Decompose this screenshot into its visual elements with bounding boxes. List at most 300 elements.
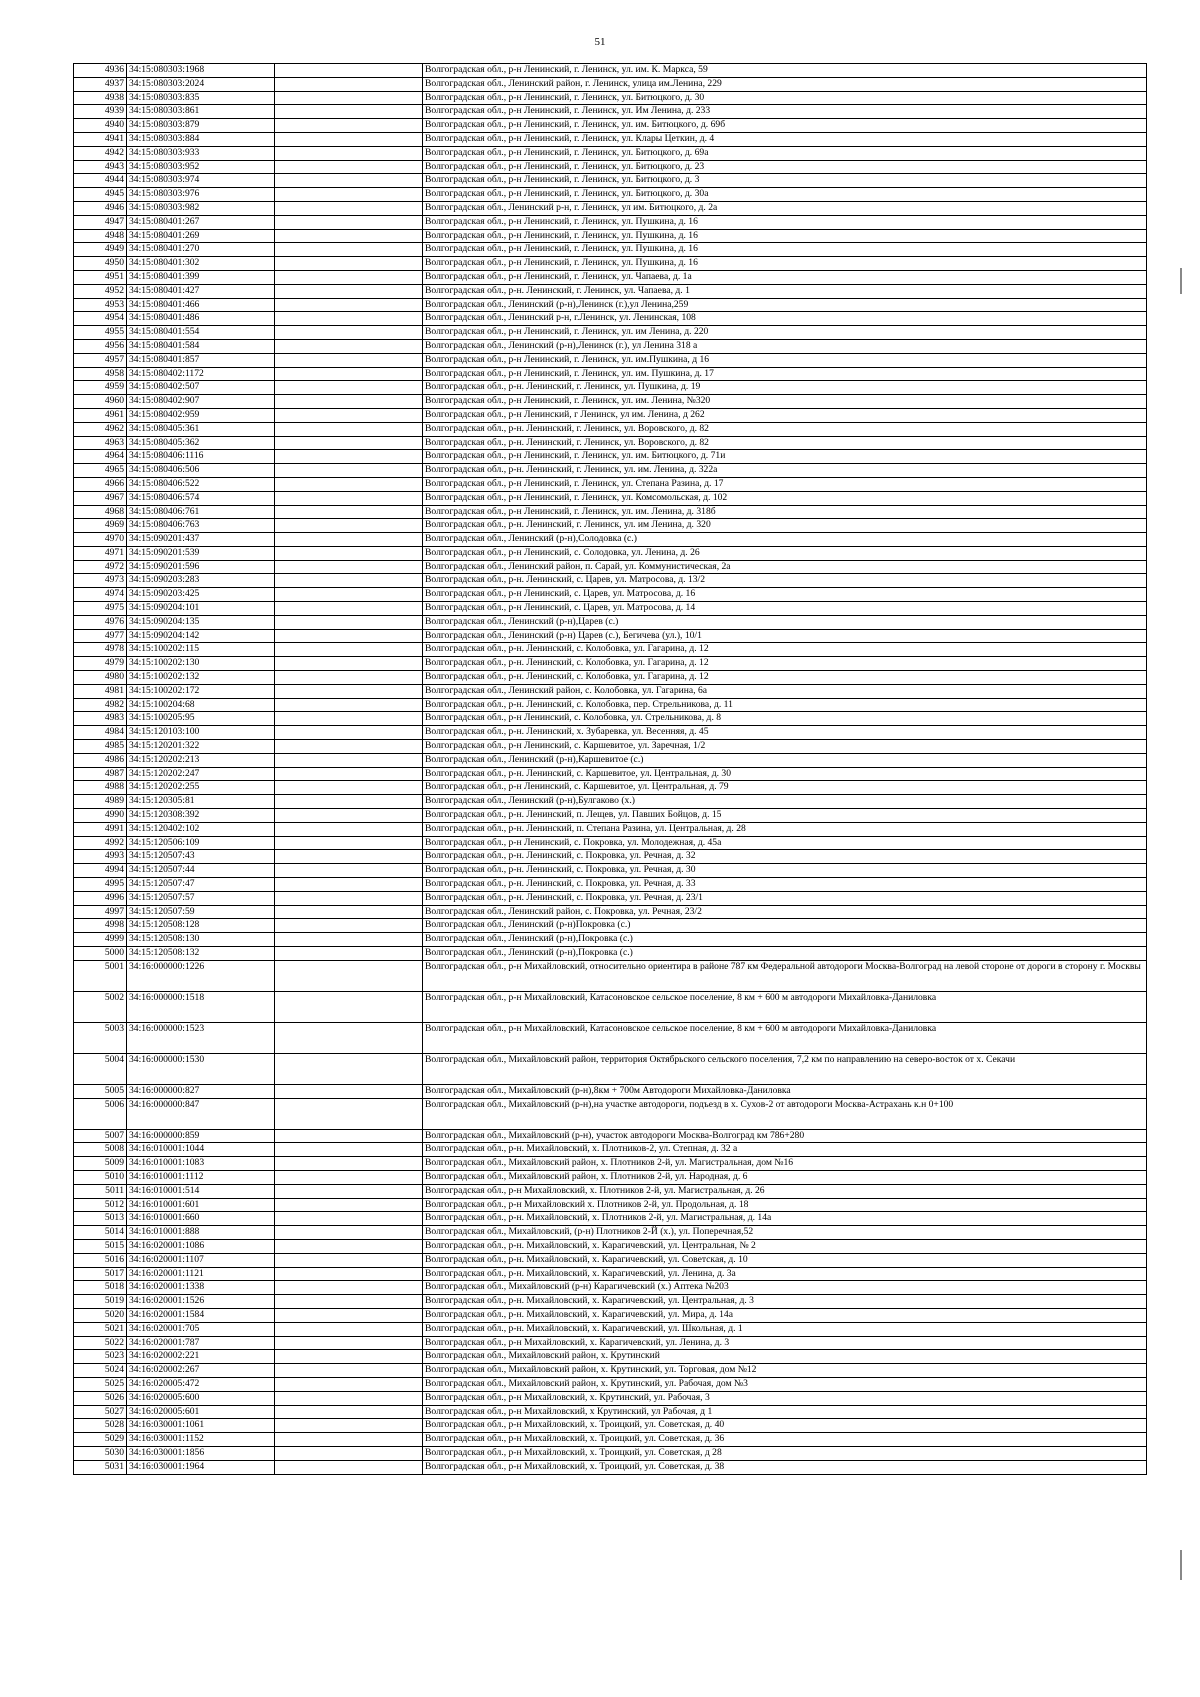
cadastral-number: 34:15:100204:68	[127, 698, 275, 712]
cadastral-number: 34:16:020001:1338	[127, 1281, 275, 1295]
table-row	[74, 615, 1147, 629]
address: Волгоградская обл., р-н Михайловский, Катасоновское сельское поселение, 8 км + 600 м автодороги Михайловка-Даниловка	[423, 1022, 1147, 1053]
empty-cell	[275, 919, 423, 933]
empty-cell	[275, 753, 423, 767]
table-row	[74, 395, 1147, 409]
cadastral-number: 34:15:080406:506	[127, 464, 275, 478]
empty-cell	[275, 91, 423, 105]
row-number: 5003	[74, 1022, 127, 1053]
empty-cell	[275, 1405, 423, 1419]
cadastral-number: 34:15:080303:982	[127, 201, 275, 215]
cadastral-number: 34:15:080402:959	[127, 408, 275, 422]
address: Волгоградская обл., р-н. Ленинский, с. Каршевитое, ул. Центральная, д. 30	[423, 767, 1147, 781]
row-number: 5011	[74, 1184, 127, 1198]
row-number: 4961	[74, 408, 127, 422]
row-number: 4998	[74, 919, 127, 933]
address: Волгоградская обл., р-н. Ленинский, г. Ленинск, ул. им. Ленина, д. 322а	[423, 464, 1147, 478]
address: Волгоградская обл., р-н. Ленинский, с. Колобовка, ул. Гагарина, д. 12	[423, 671, 1147, 685]
empty-cell	[275, 450, 423, 464]
row-number: 5005	[74, 1084, 127, 1098]
row-number: 4968	[74, 505, 127, 519]
row-number: 5010	[74, 1170, 127, 1184]
cadastral-number: 34:15:080303:835	[127, 91, 275, 105]
row-number: 5024	[74, 1364, 127, 1378]
empty-cell	[275, 1157, 423, 1171]
table-row	[74, 850, 1147, 864]
address: Волгоградская обл., р-н. Ленинский, п. Степана Разина, ул. Центральная, д. 28	[423, 822, 1147, 836]
row-number: 4985	[74, 740, 127, 754]
address: Волгоградская обл., р-н Ленинский, г. Ленинск, ул. Битюцкого, д. 30а	[423, 188, 1147, 202]
empty-cell	[275, 298, 423, 312]
row-number: 5027	[74, 1405, 127, 1419]
table-row	[74, 1336, 1147, 1350]
address: Волгоградская обл., р-н Ленинский, с. Царев, ул. Матросова, д. 16	[423, 588, 1147, 602]
margin-scan-mark	[1180, 268, 1182, 294]
cadastral-number: 34:15:080402:907	[127, 395, 275, 409]
empty-cell	[275, 270, 423, 284]
cadastral-number: 34:15:090203:425	[127, 588, 275, 602]
address: Волгоградская обл., р-н. Михайловский, х. Плотников 2-й, ул. Магистральная, д. 14а	[423, 1212, 1147, 1226]
address: Волгоградская обл., Ленинский район, п. Сарай, ул. Коммунистическая, 2а	[423, 560, 1147, 574]
empty-cell	[275, 395, 423, 409]
cadastral-number: 34:15:080401:466	[127, 298, 275, 312]
empty-cell	[275, 77, 423, 91]
table-row	[74, 477, 1147, 491]
address: Волгоградская обл., р-н Михайловский, х. Карагичевский, ул. Ленина, д. 3	[423, 1336, 1147, 1350]
empty-cell	[275, 257, 423, 271]
empty-cell	[275, 740, 423, 754]
address: Волгоградская обл., Михайловский район, х. Плотников 2-й, ул. Народная, д. 6	[423, 1170, 1147, 1184]
cadastral-number: 34:15:120507:47	[127, 878, 275, 892]
empty-cell	[275, 684, 423, 698]
cadastral-number: 34:16:030001:1856	[127, 1446, 275, 1460]
cadastral-number: 34:16:010001:1112	[127, 1170, 275, 1184]
cadastral-number: 34:15:090204:135	[127, 615, 275, 629]
table-row	[74, 353, 1147, 367]
table-row	[74, 298, 1147, 312]
address: Волгоградская обл., Михайловский (р-н),на участке автодороги, подъезд в х. Сухов-2 от автодороги Москва-Астрахань к.н 0+100	[423, 1098, 1147, 1129]
cadastral-number: 34:15:080401:270	[127, 243, 275, 257]
empty-cell	[275, 1350, 423, 1364]
cadastral-number: 34:16:020001:1086	[127, 1239, 275, 1253]
table-row	[74, 119, 1147, 133]
empty-cell	[275, 546, 423, 560]
row-number: 4956	[74, 339, 127, 353]
row-number: 4944	[74, 174, 127, 188]
empty-cell	[275, 505, 423, 519]
cadastral-number: 34:15:080401:269	[127, 229, 275, 243]
cadastral-number: 34:15:120507:44	[127, 864, 275, 878]
cadastral-number: 34:15:080303:879	[127, 119, 275, 133]
empty-cell	[275, 1419, 423, 1433]
empty-cell	[275, 339, 423, 353]
row-number: 4987	[74, 767, 127, 781]
table-row	[74, 1377, 1147, 1391]
row-number: 4999	[74, 933, 127, 947]
table-row	[74, 1350, 1147, 1364]
empty-cell	[275, 671, 423, 685]
address: Волгоградская обл., р-н Ленинский, г. Ленинск, ул. Чапаева, д. 1а	[423, 270, 1147, 284]
table-row	[74, 229, 1147, 243]
row-number: 4970	[74, 533, 127, 547]
row-number: 4996	[74, 891, 127, 905]
table-row	[74, 1212, 1147, 1226]
cadastral-number: 34:16:020001:1584	[127, 1308, 275, 1322]
row-number: 4964	[74, 450, 127, 464]
row-number: 4940	[74, 119, 127, 133]
table-row	[74, 891, 1147, 905]
cadastral-number: 34:15:080303:1968	[127, 64, 275, 78]
empty-cell	[275, 381, 423, 395]
cadastral-number: 34:15:100202:172	[127, 684, 275, 698]
empty-cell	[275, 146, 423, 160]
cadastral-number: 34:15:090203:283	[127, 574, 275, 588]
empty-cell	[275, 864, 423, 878]
empty-cell	[275, 64, 423, 78]
empty-cell	[275, 1198, 423, 1212]
cadastral-number: 34:15:090204:101	[127, 602, 275, 616]
empty-cell	[275, 698, 423, 712]
row-number: 4975	[74, 602, 127, 616]
cadastral-number: 34:15:100202:115	[127, 643, 275, 657]
row-number: 4982	[74, 698, 127, 712]
table-row	[74, 215, 1147, 229]
address: Волгоградская обл., р-н Ленинский, г. Ленинск, ул. Пушкина, д. 16	[423, 229, 1147, 243]
margin-scan-mark	[1180, 1550, 1182, 1580]
cadastral-number: 34:15:090204:142	[127, 629, 275, 643]
table-row	[74, 767, 1147, 781]
cadastral-number: 34:16:000000:1226	[127, 960, 275, 991]
empty-cell	[275, 132, 423, 146]
row-number: 5025	[74, 1377, 127, 1391]
table-row	[74, 809, 1147, 823]
empty-cell	[275, 1267, 423, 1281]
address: Волгоградская обл., Михайловский (р-н), участок автодороги Москва-Волгоград км 786+280	[423, 1129, 1147, 1143]
address: Волгоградская обл., Ленинский район, с. Колобовка, ул. Гагарина, 6а	[423, 684, 1147, 698]
row-number: 4945	[74, 188, 127, 202]
empty-cell	[275, 836, 423, 850]
address: Волгоградская обл., р-н. Ленинский, с. Покровка, ул. Речная, д. 33	[423, 878, 1147, 892]
row-number: 4971	[74, 546, 127, 560]
row-number: 4973	[74, 574, 127, 588]
table-row	[74, 1198, 1147, 1212]
table-row	[74, 574, 1147, 588]
cadastral-number: 34:16:020001:1526	[127, 1295, 275, 1309]
table-row	[74, 1184, 1147, 1198]
empty-cell	[275, 822, 423, 836]
address: Волгоградская обл., р-н Ленинский, г. Ленинск, ул. им Ленина, д. 220	[423, 326, 1147, 340]
cadastral-number: 34:15:090201:437	[127, 533, 275, 547]
table-row	[74, 1098, 1147, 1129]
row-number: 5004	[74, 1053, 127, 1084]
address: Волгоградская обл., р-н Ленинский, г. Ленинск, ул. Битюцкого, д. 69а	[423, 146, 1147, 160]
page-number: 51	[594, 36, 606, 48]
row-number: 5002	[74, 991, 127, 1022]
address: Волгоградская обл., р-н. Ленинский, с. Покровка, ул. Речная, д. 23/1	[423, 891, 1147, 905]
address: Волгоградская обл., Михайловский (р-н) Карагичевский (х.) Аптека №203	[423, 1281, 1147, 1295]
row-number: 4983	[74, 712, 127, 726]
table-row	[74, 312, 1147, 326]
empty-cell	[275, 229, 423, 243]
cadastral-number: 34:16:020001:1121	[127, 1267, 275, 1281]
row-number: 4980	[74, 671, 127, 685]
cadastral-number: 34:16:000000:1518	[127, 991, 275, 1022]
empty-cell	[275, 174, 423, 188]
empty-cell	[275, 781, 423, 795]
empty-cell	[275, 1253, 423, 1267]
empty-cell	[275, 353, 423, 367]
cadastral-number: 34:15:080405:361	[127, 422, 275, 436]
address: Волгоградская обл., р-н Ленинский, г. Ленинск, ул. им. Ленина, №320	[423, 395, 1147, 409]
cadastral-number: 34:15:080402:507	[127, 381, 275, 395]
row-number: 5026	[74, 1391, 127, 1405]
address: Волгоградская обл., Ленинский р-н, г. Ленинск, ул им. Битюцкого, д. 2а	[423, 201, 1147, 215]
address: Волгоградская обл., р-н Ленинский, г. Ленинск, ул. им.Пушкина, д 16	[423, 353, 1147, 367]
table-row	[74, 602, 1147, 616]
address: Волгоградская обл., Ленинский (р-н),Ленинск (г.),ул Ленина,259	[423, 298, 1147, 312]
cadastral-number: 34:16:030001:1964	[127, 1460, 275, 1474]
empty-cell	[275, 491, 423, 505]
cadastral-number: 34:16:010001:660	[127, 1212, 275, 1226]
empty-cell	[275, 905, 423, 919]
empty-cell	[275, 533, 423, 547]
row-number: 4994	[74, 864, 127, 878]
cadastral-number: 34:16:020005:601	[127, 1405, 275, 1419]
empty-cell	[275, 602, 423, 616]
empty-cell	[275, 215, 423, 229]
cadastral-number: 34:15:120402:102	[127, 822, 275, 836]
cadastral-number: 34:15:120103:100	[127, 726, 275, 740]
table-row	[74, 643, 1147, 657]
row-number: 4948	[74, 229, 127, 243]
address: Волгоградская обл., р-н Ленинский, с. Покровка, ул. Молодежная, д. 45а	[423, 836, 1147, 850]
address: Волгоградская обл., Ленинский (р-н),Булгаково (х.)	[423, 795, 1147, 809]
address: Волгоградская обл., р-н Ленинский, г. Ленинск, ул. Битюцкого, д. 23	[423, 160, 1147, 174]
address: Волгоградская обл., р-н. Ленинский, г. Ленинск, ул. им Ленина, д. 320	[423, 519, 1147, 533]
table-row	[74, 450, 1147, 464]
cadastral-number: 34:16:020002:221	[127, 1350, 275, 1364]
cadastral-number: 34:15:080401:427	[127, 284, 275, 298]
address: Волгоградская обл., р-н. Михайловский, х. Карагичевский, ул. Центральная, д. 3	[423, 1295, 1147, 1309]
empty-cell	[275, 1364, 423, 1378]
empty-cell	[275, 643, 423, 657]
empty-cell	[275, 477, 423, 491]
cadastral-number: 34:15:080405:362	[127, 436, 275, 450]
row-number: 4984	[74, 726, 127, 740]
table-row	[74, 188, 1147, 202]
cadastral-number: 34:15:120507:57	[127, 891, 275, 905]
row-number: 4962	[74, 422, 127, 436]
address: Волгоградская обл., р-н Ленинский, с. Каршевитое, ул. Центральная, д. 79	[423, 781, 1147, 795]
empty-cell	[275, 326, 423, 340]
row-number: 4979	[74, 657, 127, 671]
row-number: 4939	[74, 105, 127, 119]
cadastral-number: 34:15:120508:128	[127, 919, 275, 933]
empty-cell	[275, 933, 423, 947]
cadastral-number: 34:16:010001:514	[127, 1184, 275, 1198]
address: Волгоградская обл., Михайловский район, х. Крутинский, ул. Торговая, дом №12	[423, 1364, 1147, 1378]
row-number: 4947	[74, 215, 127, 229]
empty-cell	[275, 1446, 423, 1460]
empty-cell	[275, 243, 423, 257]
row-number: 5022	[74, 1336, 127, 1350]
row-number: 5029	[74, 1433, 127, 1447]
address: Волгоградская обл., р-н. Михайловский, х. Карагичевский, ул. Советская, д. 10	[423, 1253, 1147, 1267]
address: Волгоградская обл., р-н Ленинский, г. Ленинск, ул. Им Ленина, д. 233	[423, 105, 1147, 119]
table-row	[74, 284, 1147, 298]
register-table	[73, 63, 1147, 1475]
row-number: 4949	[74, 243, 127, 257]
row-number: 4986	[74, 753, 127, 767]
cadastral-number: 34:16:000000:859	[127, 1129, 275, 1143]
empty-cell	[275, 588, 423, 602]
address: Волгоградская обл., р-н Ленинский, г. Ленинск, ул. им. Битюцкого, д. 69б	[423, 119, 1147, 133]
address: Волгоградская обл., р-н Ленинский, г. Ленинск, ул. Клары Цеткин, д. 4	[423, 132, 1147, 146]
address: Волгоградская обл., р-н Михайловский, х. Троицкий, ул. Советская, д. 40	[423, 1419, 1147, 1433]
cadastral-number: 34:16:010001:601	[127, 1198, 275, 1212]
empty-cell	[275, 1239, 423, 1253]
empty-cell	[275, 312, 423, 326]
row-number: 4959	[74, 381, 127, 395]
empty-cell	[275, 960, 423, 991]
empty-cell	[275, 519, 423, 533]
row-number: 4960	[74, 395, 127, 409]
address: Волгоградская обл., р-н. Ленинский, с. Царев, ул. Матросова, д. 13/2	[423, 574, 1147, 588]
table-row	[74, 712, 1147, 726]
row-number: 4941	[74, 132, 127, 146]
table-row	[74, 781, 1147, 795]
cadastral-number: 34:15:080303:884	[127, 132, 275, 146]
cadastral-number: 34:16:000000:1530	[127, 1053, 275, 1084]
empty-cell	[275, 1322, 423, 1336]
empty-cell	[275, 201, 423, 215]
table-row	[74, 726, 1147, 740]
row-number: 4989	[74, 795, 127, 809]
address: Волгоградская обл., р-н Ленинский, с. Колобовка, ул. Стрельникова, д. 8	[423, 712, 1147, 726]
empty-cell	[275, 1308, 423, 1322]
address: Волгоградская обл., Михайловский (р-н),8км + 700м Автодороги Михайловка-Даниловка	[423, 1084, 1147, 1098]
empty-cell	[275, 1281, 423, 1295]
table-row	[74, 381, 1147, 395]
empty-cell	[275, 726, 423, 740]
table-row	[74, 436, 1147, 450]
row-number: 5007	[74, 1129, 127, 1143]
cadastral-number: 34:15:080303:861	[127, 105, 275, 119]
row-number: 5009	[74, 1157, 127, 1171]
address: Волгоградская обл., р-н. Ленинский, п. Лещев, ул. Павших Бойцов, д. 15	[423, 809, 1147, 823]
cadastral-number: 34:15:080406:763	[127, 519, 275, 533]
address: Волгоградская обл., р-н Михайловский, х Крутинский, ул Рабочая, д 1	[423, 1405, 1147, 1419]
empty-cell	[275, 284, 423, 298]
table-row	[74, 174, 1147, 188]
row-number: 4938	[74, 91, 127, 105]
table-row	[74, 422, 1147, 436]
empty-cell	[275, 436, 423, 450]
cadastral-number: 34:16:020002:267	[127, 1364, 275, 1378]
address: Волгоградская обл., р-н. Ленинский, х. Зубаревка, ул. Весенняя, д. 45	[423, 726, 1147, 740]
address: Волгоградская обл., р-н. Ленинский, с. Покровка, ул. Речная, д. 30	[423, 864, 1147, 878]
address: Волгоградская обл., р-н. Ленинский, с. Колобовка, ул. Гагарина, д. 12	[423, 643, 1147, 657]
empty-cell	[275, 767, 423, 781]
row-number: 4966	[74, 477, 127, 491]
row-number: 5001	[74, 960, 127, 991]
cadastral-number: 34:15:120202:213	[127, 753, 275, 767]
row-number: 4951	[74, 270, 127, 284]
row-number: 4991	[74, 822, 127, 836]
table-row	[74, 919, 1147, 933]
empty-cell	[275, 188, 423, 202]
table-row	[74, 201, 1147, 215]
address: Волгоградская обл., Ленинский (р-н)Покровка (с.)	[423, 919, 1147, 933]
empty-cell	[275, 795, 423, 809]
table-row	[74, 77, 1147, 91]
cadastral-number: 34:15:080401:302	[127, 257, 275, 271]
cadastral-number: 34:16:010001:1044	[127, 1143, 275, 1157]
table-row	[74, 243, 1147, 257]
empty-cell	[275, 850, 423, 864]
table-row	[74, 1308, 1147, 1322]
cadastral-number: 34:15:080401:399	[127, 270, 275, 284]
empty-cell	[275, 1084, 423, 1098]
address: Волгоградская обл., Михайловский район, х. Крутинский, ул. Рабочая, дом №3	[423, 1377, 1147, 1391]
row-number: 5006	[74, 1098, 127, 1129]
row-number: 4963	[74, 436, 127, 450]
row-number: 5016	[74, 1253, 127, 1267]
empty-cell	[275, 809, 423, 823]
address: Волгоградская обл., р-н. Михайловский, х. Карагичевский, ул. Школьная, д. 1	[423, 1322, 1147, 1336]
table-row	[74, 257, 1147, 271]
row-number: 5020	[74, 1308, 127, 1322]
table-row	[74, 1022, 1147, 1053]
address: Волгоградская обл., Ленинский (р-н),Покровка (с.)	[423, 933, 1147, 947]
table-row	[74, 519, 1147, 533]
row-number: 4936	[74, 64, 127, 78]
row-number: 4976	[74, 615, 127, 629]
empty-cell	[275, 160, 423, 174]
table-row	[74, 1253, 1147, 1267]
row-number: 4967	[74, 491, 127, 505]
row-number: 4972	[74, 560, 127, 574]
table-row	[74, 933, 1147, 947]
row-number: 4974	[74, 588, 127, 602]
table-row	[74, 1295, 1147, 1309]
row-number: 5017	[74, 1267, 127, 1281]
table-row	[74, 1391, 1147, 1405]
empty-cell	[275, 1143, 423, 1157]
table-row	[74, 132, 1147, 146]
empty-cell	[275, 1129, 423, 1143]
empty-cell	[275, 712, 423, 726]
empty-cell	[275, 1460, 423, 1474]
table-row	[74, 684, 1147, 698]
table-row	[74, 1226, 1147, 1240]
row-number: 4942	[74, 146, 127, 160]
table-row	[74, 270, 1147, 284]
table-row	[74, 864, 1147, 878]
empty-cell	[275, 464, 423, 478]
address: Волгоградская обл., Михайловский, (р-н) Плотников 2-Й (х.), ул. Поперечная,52	[423, 1226, 1147, 1240]
empty-cell	[275, 1433, 423, 1447]
empty-cell	[275, 105, 423, 119]
row-number: 4965	[74, 464, 127, 478]
empty-cell	[275, 991, 423, 1022]
cadastral-number: 34:16:020001:787	[127, 1336, 275, 1350]
table-row	[74, 740, 1147, 754]
address: Волгоградская обл., р-н Ленинский, с. Царев, ул. Матросова, д. 14	[423, 602, 1147, 616]
empty-cell	[275, 1212, 423, 1226]
table-row	[74, 991, 1147, 1022]
table-row	[74, 1405, 1147, 1419]
